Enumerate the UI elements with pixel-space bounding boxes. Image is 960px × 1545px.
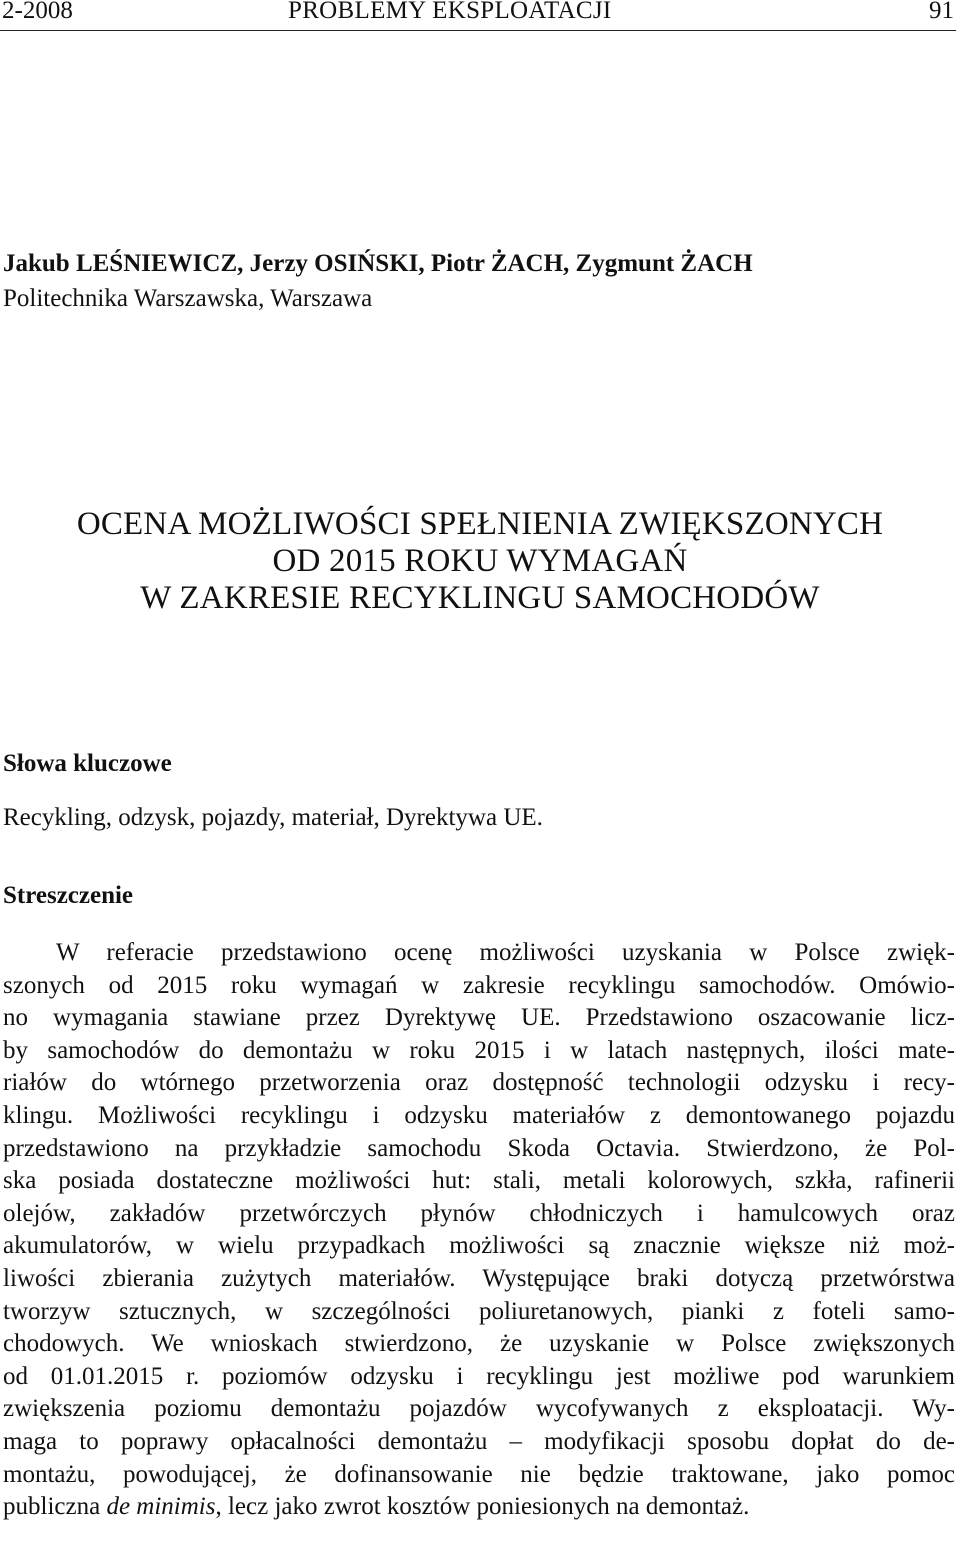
abstract-line: przedstawiono na przykładzie samochodu Skoda Octavia. Stwierdzono, że Pol- <box>3 1134 955 1162</box>
page-number: 91 <box>929 0 954 24</box>
running-header <box>0 0 956 31</box>
affiliation: Politechnika Warszawska, Warszawa <box>3 285 373 312</box>
journal-name: PROBLEMY EKSPLOATACJI <box>288 0 612 24</box>
abstract-line: akumulatorów, w wielu przypadkach możliwości są znacznie większe niż moż- <box>3 1232 955 1260</box>
abstract-line: riałów do wtórnego przetworzenia oraz dostępność technologii odzysku i recy- <box>3 1069 955 1097</box>
abstract-line: od 01.01.2015 r. poziomów odzysku i recyklingu jest możliwe pod warunkiem <box>3 1362 955 1390</box>
latin-term: de minimis <box>106 1493 216 1521</box>
authors: Jakub LEŚNIEWICZ, Jerzy OSIŃSKI, Piotr ŻACH, Zygmunt ŻACH <box>3 250 753 277</box>
abstract-line: no wymagania stawiane przez Dyrektywę UE. Przedstawiono oszacowanie licz- <box>3 1004 955 1032</box>
title-line: OD 2015 ROKU WYMAGAŃ <box>272 543 688 579</box>
abstract-heading: Streszczenie <box>3 882 134 909</box>
abstract-line: chodowych. We wnioskach stwierdzono, że uzyskanie w Polsce zwiększonych <box>3 1330 955 1358</box>
abstract-line: maga to poprawy opłacalności demontażu – modyfikacji sposobu dopłat do de- <box>3 1427 955 1455</box>
abstract-line: zwiększenia poziomu demontażu pojazdów wycofywanych z eksploatacji. Wy- <box>3 1395 955 1423</box>
abstract-line: olejów, zakładów przetwórczych płynów chłodniczych i hamulcowych oraz <box>3 1199 955 1227</box>
abstract-line: by samochodów do demontażu w roku 2015 i w latach następnych, ilości mate- <box>3 1036 955 1064</box>
abstract-line: szonych od 2015 roku wymagań w zakresie recyklingu samochodów. Omówio- <box>3 971 955 999</box>
abstract-body <box>3 937 955 1524</box>
keywords-text: Recykling, odzysk, pojazdy, materiał, Dyrektywa UE. <box>3 804 543 831</box>
abstract-line: tworzyw sztucznych, w szczególności poliuretanowych, pianki z foteli samo- <box>3 1297 955 1325</box>
issue-number: 2-2008 <box>2 0 73 24</box>
title-line: OCENA MOŻLIWOŚCI SPEŁNIENIA ZWIĘKSZONYCH <box>76 506 884 542</box>
abstract-line: W referacie przedstawiono ocenę możliwości uzyskania w Polsce zwięk- <box>56 939 955 966</box>
title-line: W ZAKRESIE RECYKLINGU SAMOCHODÓW <box>140 580 820 616</box>
abstract-line: liwości zbierania zużytych materiałów. Występujące braki dotyczą przetwórstwa <box>3 1264 955 1292</box>
abstract-line: klingu. Możliwości recyklingu i odzysku materiałów z demontowanego pojazdu <box>3 1101 955 1129</box>
keywords-heading: Słowa kluczowe <box>3 750 172 777</box>
abstract-last-line: publiczna de minimis, lecz jako zwrot kosztów poniesionych na demontaż. <box>3 1493 750 1521</box>
abstract-line: ska posiada dostateczne możliwości hut: stali, metali kolorowych, szkła, rafinerii <box>3 1167 955 1195</box>
paper-title <box>0 506 960 617</box>
abstract-line: montażu, powodującej, że dofinansowanie nie będzie traktowane, jako pomoc <box>3 1460 955 1488</box>
